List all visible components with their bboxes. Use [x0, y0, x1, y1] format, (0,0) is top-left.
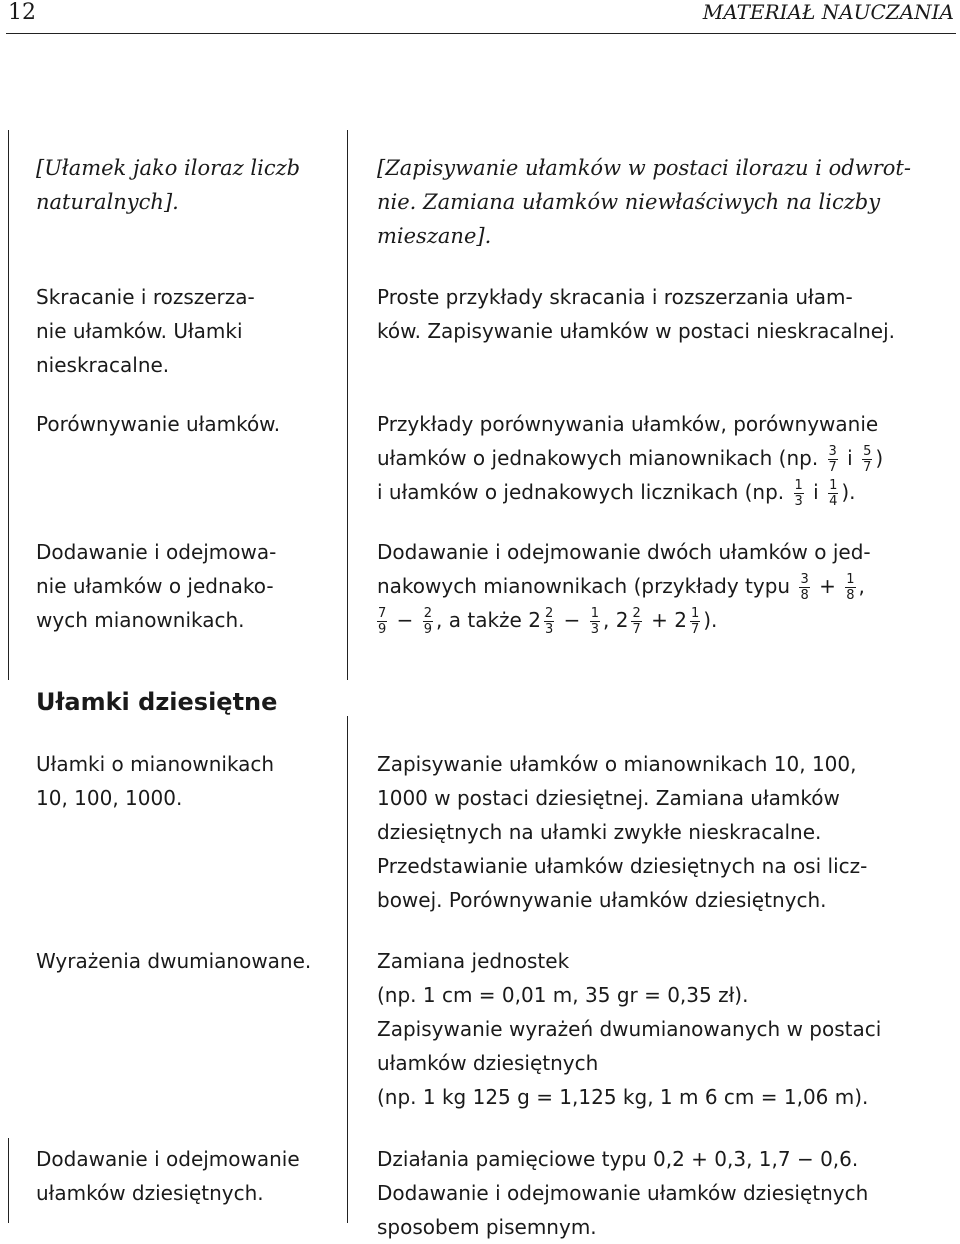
- text-run: nakowych mianownikach (przykłady typu: [377, 574, 791, 598]
- topic-adding-fractions: [36, 535, 276, 637]
- content-line: (np. 1 kg 125 g = 1,125 kg, 1 m 6 cm = 1,06 m).: [377, 1085, 869, 1109]
- numerator: 1: [846, 571, 855, 587]
- text-run: −: [563, 608, 581, 632]
- numerator: 3: [800, 571, 809, 587]
- topic-reducing-fractions: [36, 280, 255, 382]
- middle-column-rule-bottom: [347, 716, 348, 1223]
- topic-line: wych mianownikach.: [36, 608, 245, 632]
- fraction-3-7: [828, 444, 838, 475]
- fraction-2-3: [544, 606, 554, 637]
- topic-line: Skracanie i rozszerza-: [36, 285, 255, 309]
- content-line: [377, 475, 883, 509]
- content-reducing-fractions: [377, 280, 895, 348]
- left-column-rule-bottom: [8, 1138, 9, 1223]
- middle-column-rule-top: [347, 130, 348, 680]
- content-line: Zamiana jednostek: [377, 949, 570, 973]
- content-line: mieszane].: [377, 224, 492, 248]
- fraction-1-3: [794, 478, 804, 509]
- numerator: 2: [632, 605, 641, 621]
- content-line: [Zapisywanie ułamków w postaci ilorazu i odwrot-: [377, 156, 911, 180]
- topic-line: nieskracalne.: [36, 353, 170, 377]
- denominator: 7: [690, 621, 700, 637]
- denominator: 8: [846, 587, 855, 603]
- numerator: 2: [544, 605, 554, 621]
- content-line: [377, 569, 871, 603]
- content-compound-units: [377, 944, 881, 1114]
- fraction-7-9: [377, 606, 387, 637]
- text-run: ,: [858, 574, 865, 598]
- numerator: 2: [423, 605, 433, 621]
- topic-line: nie ułamków o jednako-: [36, 574, 274, 598]
- denominator: 3: [544, 621, 554, 637]
- left-column-rule-top: [8, 130, 9, 680]
- denominator: 9: [423, 621, 433, 637]
- content-line: (np. 1 cm = 0,01 m, 35 gr = 0,35 zł).: [377, 983, 749, 1007]
- fraction-1-4: [828, 478, 838, 509]
- fraction-1-7: [690, 606, 700, 637]
- topic-line: [Ułamek jako iloraz liczb: [36, 156, 301, 180]
- content-line: [377, 441, 883, 475]
- content-line: Zapisywanie ułamków o mianownikach 10, 100,: [377, 752, 857, 776]
- denominator: 7: [632, 621, 641, 637]
- numerator: 7: [378, 605, 387, 621]
- topic-line: 10, 100, 1000.: [36, 786, 183, 810]
- content-line: ków. Zapisywanie ułamków w postaci nieskracalnej.: [377, 319, 896, 343]
- content-line: Dodawanie i odejmowanie ułamków dziesiętnych: [377, 1181, 869, 1205]
- denominator: 4: [829, 493, 838, 509]
- denominator: 7: [863, 459, 872, 475]
- fraction-3-8: [799, 572, 809, 603]
- content-line: sposobem pisemnym.: [377, 1215, 597, 1239]
- numerator: 1: [794, 477, 803, 493]
- denominator: 7: [828, 459, 837, 475]
- numerator: 1: [690, 605, 700, 621]
- numerator: 1: [590, 605, 599, 621]
- fraction-1-3-second: [590, 606, 600, 637]
- content-line: Przedstawianie ułamków dziesiętnych na osi licz-: [377, 854, 868, 878]
- topic-line: naturalnych].: [36, 190, 179, 214]
- content-decimal-denominators: [377, 747, 867, 917]
- content-fraction-as-quotient: [377, 151, 911, 253]
- content-line: Proste przykłady skracania i rozszerzania ułam-: [377, 285, 853, 309]
- text-run: i ułamków o jednakowych licznikach (np.: [377, 480, 785, 504]
- denominator: 3: [590, 621, 599, 637]
- content-line: [377, 603, 871, 637]
- topic-compound-units: [36, 944, 311, 978]
- topic-decimal-denominators: [36, 747, 274, 815]
- topic-line: Ułamki o mianownikach: [36, 752, 275, 776]
- content-line: bowej. Porównywanie ułamków dziesiętnych.: [377, 888, 827, 912]
- numerator: 5: [863, 443, 872, 459]
- text-run: ).: [841, 480, 856, 504]
- content-line: Działania pamięciowe typu 0,2 + 0,3, 1,7 − 0,6.: [377, 1147, 859, 1171]
- content-adding-decimals: [377, 1142, 868, 1244]
- text-run: i: [813, 480, 819, 504]
- text-run: , 2: [603, 608, 629, 632]
- topic-fraction-as-quotient: [36, 151, 300, 219]
- topic-adding-decimals: [36, 1142, 300, 1210]
- header-rule: [6, 33, 956, 34]
- fraction-2-7: [631, 606, 641, 637]
- content-comparing-fractions: [377, 407, 883, 509]
- section-heading-decimal-fractions: Ułamki dziesiętne: [36, 688, 278, 716]
- content-line: Dodawanie i odejmowanie dwóch ułamków o jed-: [377, 540, 871, 564]
- content-line: ułamków dziesiętnych: [377, 1051, 599, 1075]
- running-title: MATERIAŁ NAUCZANIA: [702, 0, 954, 24]
- denominator: 3: [794, 493, 803, 509]
- page-header: [0, 0, 960, 36]
- numerator: 1: [829, 477, 838, 493]
- content-line: 1000 w postaci dziesiętnej. Zamiana ułamków: [377, 786, 840, 810]
- text-run: i: [847, 446, 853, 470]
- text-run: −: [396, 608, 414, 632]
- fraction-2-9: [423, 606, 433, 637]
- topic-line: ułamków dziesiętnych.: [36, 1181, 264, 1205]
- text-run: ułamków o jednakowych mianownikach (np.: [377, 446, 819, 470]
- text-run: + 2: [651, 608, 687, 632]
- topic-line: Dodawanie i odejmowa-: [36, 540, 277, 564]
- text-run: , a także 2: [436, 608, 541, 632]
- topic-comparing-fractions: [36, 407, 280, 441]
- content-line: Przykłady porównywania ułamków, porównywanie: [377, 412, 879, 436]
- topic-line: Porównywanie ułamków.: [36, 412, 281, 436]
- text-run: ).: [703, 608, 718, 632]
- numerator: 3: [828, 443, 837, 459]
- content-line: nie. Zamiana ułamków niewłaściwych na liczby: [377, 190, 881, 214]
- topic-line: Dodawanie i odejmowanie: [36, 1147, 300, 1171]
- content-line: dziesiętnych na ułamki zwykłe nieskracalne.: [377, 820, 822, 844]
- denominator: 9: [378, 621, 387, 637]
- text-run: +: [819, 574, 836, 598]
- fraction-5-7: [862, 444, 872, 475]
- topic-line: nie ułamków. Ułamki: [36, 319, 243, 343]
- text-run: ): [875, 446, 884, 470]
- page-number: 12: [8, 0, 36, 25]
- topic-line: Wyrażenia dwumianowane.: [36, 949, 312, 973]
- content-adding-fractions: [377, 535, 871, 637]
- content-line: Zapisywanie wyrażeń dwumianowanych w postaci: [377, 1017, 882, 1041]
- denominator: 8: [800, 587, 809, 603]
- fraction-1-8: [845, 572, 855, 603]
